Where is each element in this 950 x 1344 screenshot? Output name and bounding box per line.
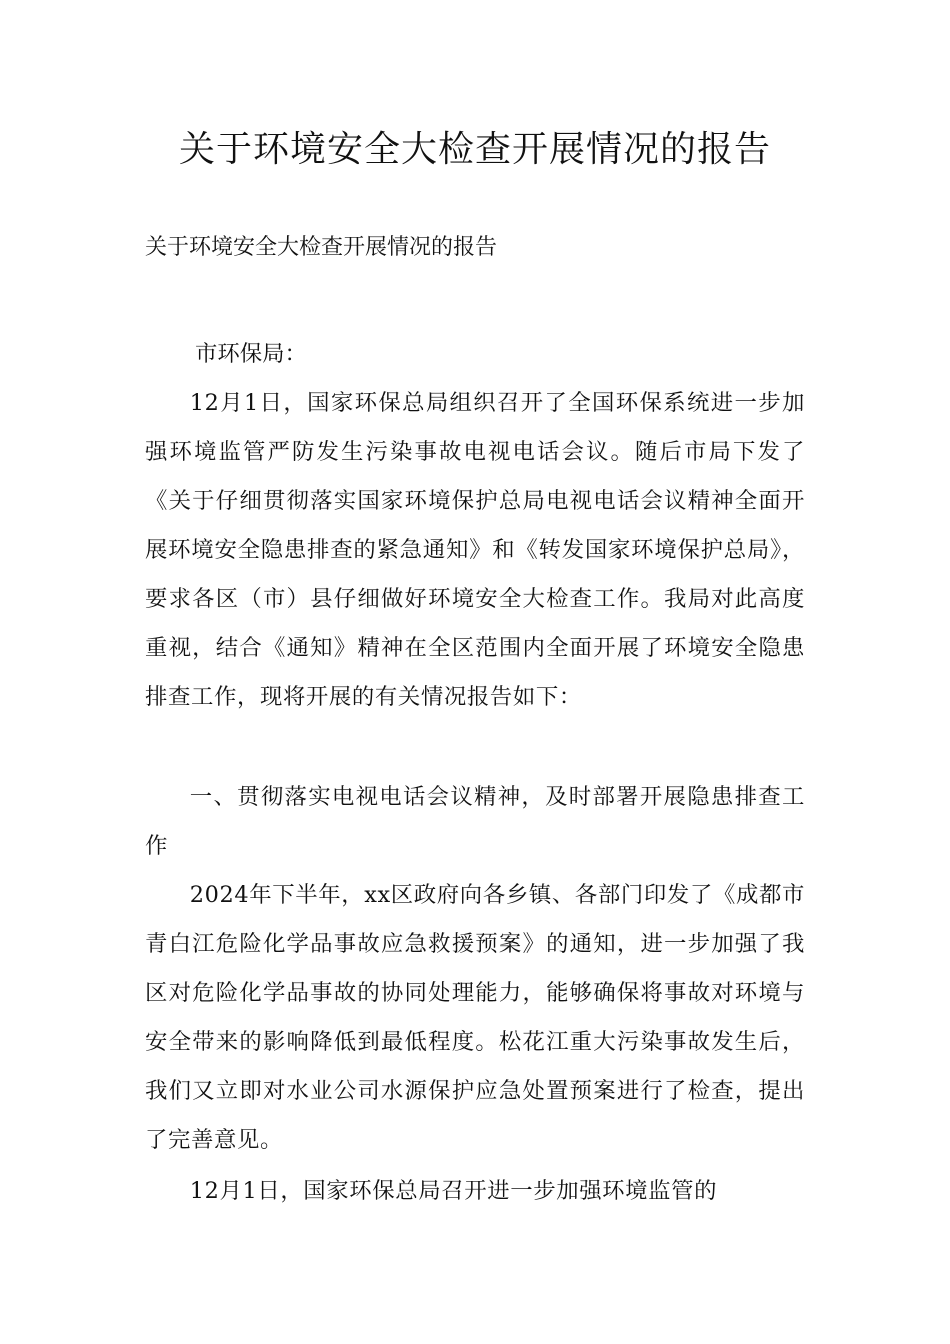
- document-subtitle: 关于环境安全大检查开展情况的报告: [145, 235, 498, 260]
- salutation: 市环保局：: [195, 341, 307, 367]
- body-paragraph-3-block: [145, 1167, 805, 1216]
- section-heading: 一、贯彻落实电视电话会议精神，及时部署开展隐患排查工作: [145, 784, 805, 859]
- document-title: 关于环境安全大检查开展情况的报告: [178, 129, 771, 170]
- body-paragraph: 2024年下半年，xx区政府向各乡镇、各部门印发了《成都市青白江危险化学品事故应急救援预案》的通知，进一步加强了我区对危险化学品事故的协同处理能力，能够确保将事故对环境与安全带来的影响降低到最低程度。松花江重大污染事故发生后，我们又立即对水业公司水源保护应急处置预案进行了检查，提出了完善意见。: [145, 882, 805, 1153]
- section-heading-block: [145, 773, 805, 871]
- body-paragraph: 12月1日，国家环保总局组织召开了全国环保系统进一步加强环境监管严防发生污染事故电视电话会议。随后市局下发了《关于仔细贯彻落实国家环境保护总局电视电话会议精神全面开展环境安全隐患排查的紧急通知》和《转发国家环境保护总局》，要求各区（市）县仔细做好环境安全大检查工作。我局对此高度重视，结合《通知》精神在全区范围内全面开展了环境安全隐患排查工作，现将开展的有关情况报告如下：: [145, 390, 805, 710]
- body-paragraph-1-block: [145, 379, 805, 722]
- body-paragraph-2-block: [145, 871, 805, 1165]
- body-paragraph: 12月1日，国家环保总局召开进一步加强环境监管的: [189, 1178, 718, 1204]
